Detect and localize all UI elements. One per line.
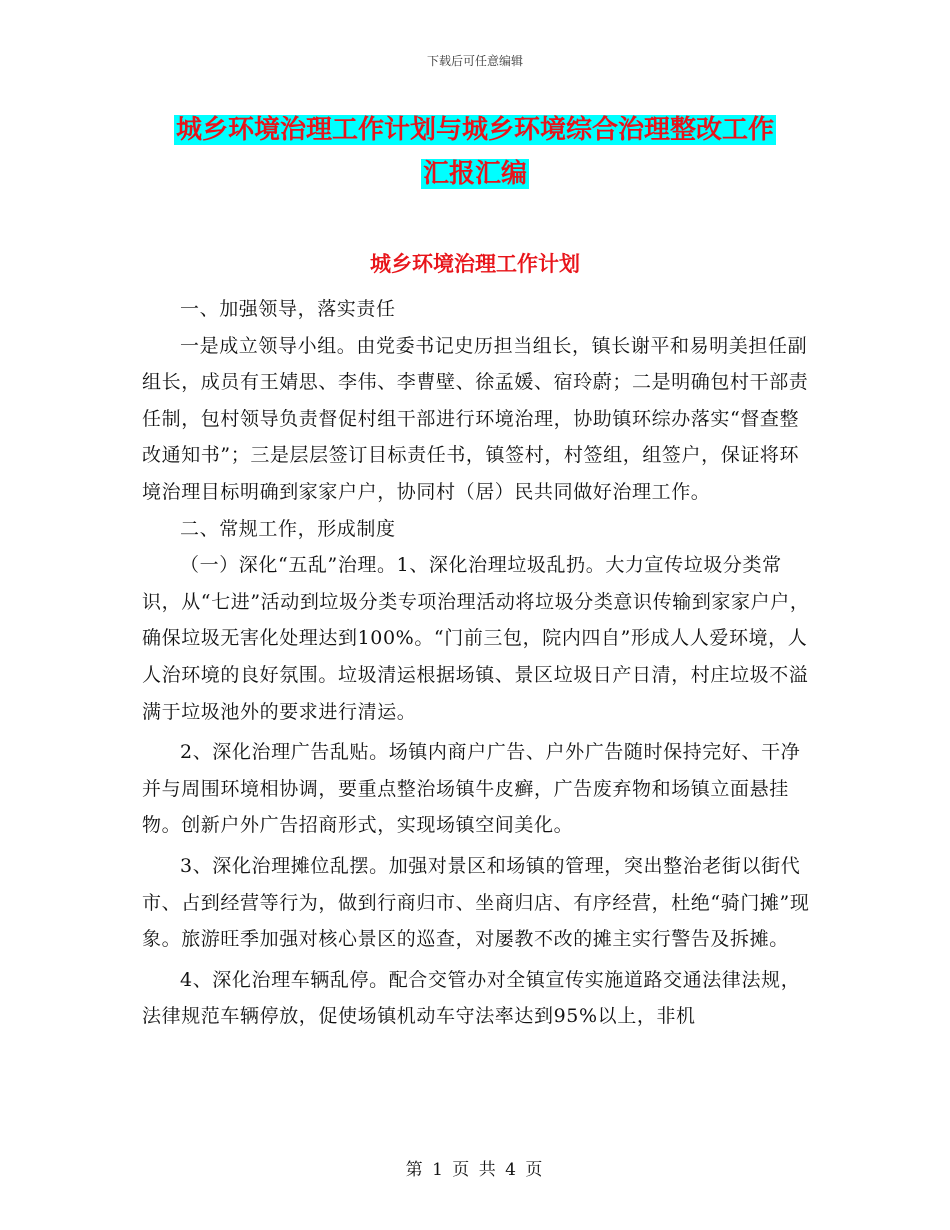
page-footer: 第 1 页 共 4 页 <box>405 1160 545 1180</box>
paragraph: 3、深化治理摊位乱摆。加强对景区和场镇的管理，突出整治老街以街代市、占到经营等行为，做到行商归市、坐商归店、有序经营，杜绝“骑门摊”现象。旅游旺季加强对核心景区的巡查，对屡教不改的摊主实行警告及拆摊。 <box>142 854 810 951</box>
paragraph: 4、深化治理车辆乱停。配合交管办对全镇宣传实施道路交通法律法规，法律规范车辆停放，促使场镇机动车守法率达到95%以上，非机 <box>142 968 801 1028</box>
paragraph-heading-1: 一、加强领导，落实责任 <box>180 298 396 320</box>
section-title: 城乡环境治理工作计划 <box>370 251 580 276</box>
document-title-line-2 <box>0 157 950 191</box>
document-title-highlight-2: 汇报汇编 <box>422 159 527 189</box>
paragraph: 2、深化治理广告乱贴。场镇内商户广告、户外广告随时保持完好、干净并与周围环境相协调，要重点整治场镇牛皮癣，广告废弃物和场镇立面悬挂物。创新户外广告招商形式，实现场镇空间美化。 <box>142 741 801 837</box>
document-body <box>142 291 814 1035</box>
document-title-highlight-1: 城乡环境治理工作计划与城乡环境综合治理整改工作 <box>175 115 774 145</box>
document-title-line-1 <box>0 113 950 147</box>
paragraph: （一）深化“五乱”治理。1、深化治理垃圾乱扔。大力宣传垃圾分类常识，从“七进”活动到垃圾分类专项治理活动将垃圾分类意识传输到家家户户，确保垃圾无害化处理达到100%。“门前三包，院内四自”形成人人爱环境，人人治环境的良好氛围。垃圾清运根据场镇、景区垃圾日产日清，村庄垃圾不溢满于垃圾池外的要求进行清运。 <box>142 554 810 723</box>
paragraph-heading-2: 二、常规工作，形成制度 <box>180 517 396 540</box>
paragraph: 一是成立领导小组。由党委书记史历担当组长，镇长谢平和易明美担任副组长，成员有王婧思、李伟、李曹壁、徐孟媛、宿玲蔚；二是明确包村干部责任制，包村领导负责督促村组干部进行环境治理，协助镇环综办落实“督查整改通知书”；三是层层签订目标责任书，镇签村，村签组，组签户，保证将环境治理目标明确到家家户户，协同村（居）民共同做好治理工作。 <box>142 334 809 503</box>
page-header-note: 下载后可任意编辑 <box>426 54 523 68</box>
